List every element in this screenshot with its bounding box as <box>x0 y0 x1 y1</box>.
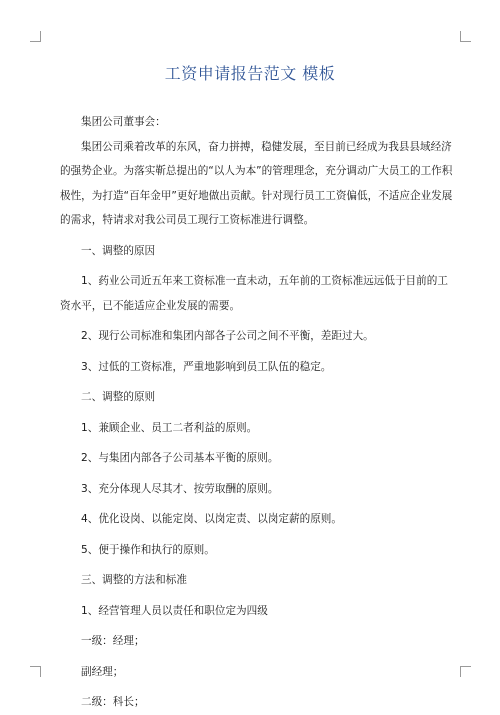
reason-item-1 <box>60 269 448 318</box>
principle-item: 1、兼顾企业、员工二者利益的原则。 <box>81 421 258 434</box>
page-corner-mark-bottom-right <box>460 666 471 677</box>
section-heading-reasons: 一、调整的原因 <box>81 244 156 257</box>
level-line: 一级：经理； <box>81 635 145 647</box>
intro-line: 极性，为打造“百年金甲”更好地做出贡献。针对现行员工工资偏低，不适应企业发展 <box>60 189 453 202</box>
method-item-1: 1、经营管理人员以责任和职位定为四级 <box>81 604 268 617</box>
level-line: 副经理； <box>81 665 124 678</box>
section-heading-methods: 三、调整的方法和标准 <box>81 574 187 586</box>
page-corner-mark-top-right <box>460 31 471 42</box>
principle-item: 5、便于操作和执行的原则。 <box>81 543 215 556</box>
salutation: 集团公司董事会： <box>81 116 166 128</box>
principle-item: 3、充分体现人尽其才、按劳取酬的原则。 <box>81 482 279 495</box>
intro-line: 的需求，特请求对我公司员工现行工资标准进行调整。 <box>60 214 315 226</box>
page-corner-mark-bottom-left <box>30 666 41 677</box>
reason-item-3: 3、过低的工资标准，严重地影响到员工队伍的稳定。 <box>81 360 332 373</box>
intro-paragraph <box>60 135 453 233</box>
reason-item-2: 2、现行公司标准和集团内部各子公司之间不平衡，差距过大。 <box>81 330 374 342</box>
intro-line: 集团公司乘着改革的东风，奋力拼搏，稳健发展，至目前已经成为我县县域经济 <box>81 140 452 153</box>
reason-item-line: 资水平，已不能适应企业发展的需要。 <box>60 299 241 312</box>
document-body <box>60 110 453 715</box>
reason-item-line: 1、药业公司近五年来工资标准一直未动，五年前的工资标准远远低于目前的工 <box>81 275 448 287</box>
level-line: 二级：科长； <box>81 696 145 708</box>
principle-item: 4、优化设岗、以能定岗、以岗定责、以岗定薪的原则。 <box>81 513 342 525</box>
intro-line: 的强势企业。为落实靳总提出的“以人为本”的管理理念，充分调动广大员工的工作积 <box>60 165 453 177</box>
principle-item: 2、与集团内部各子公司基本平衡的原则。 <box>81 452 279 464</box>
document-title: 工资申请报告范文 模板 <box>164 64 336 83</box>
section-heading-principles: 二、调整的原则 <box>81 391 156 403</box>
page-corner-mark-top-left <box>30 31 41 42</box>
